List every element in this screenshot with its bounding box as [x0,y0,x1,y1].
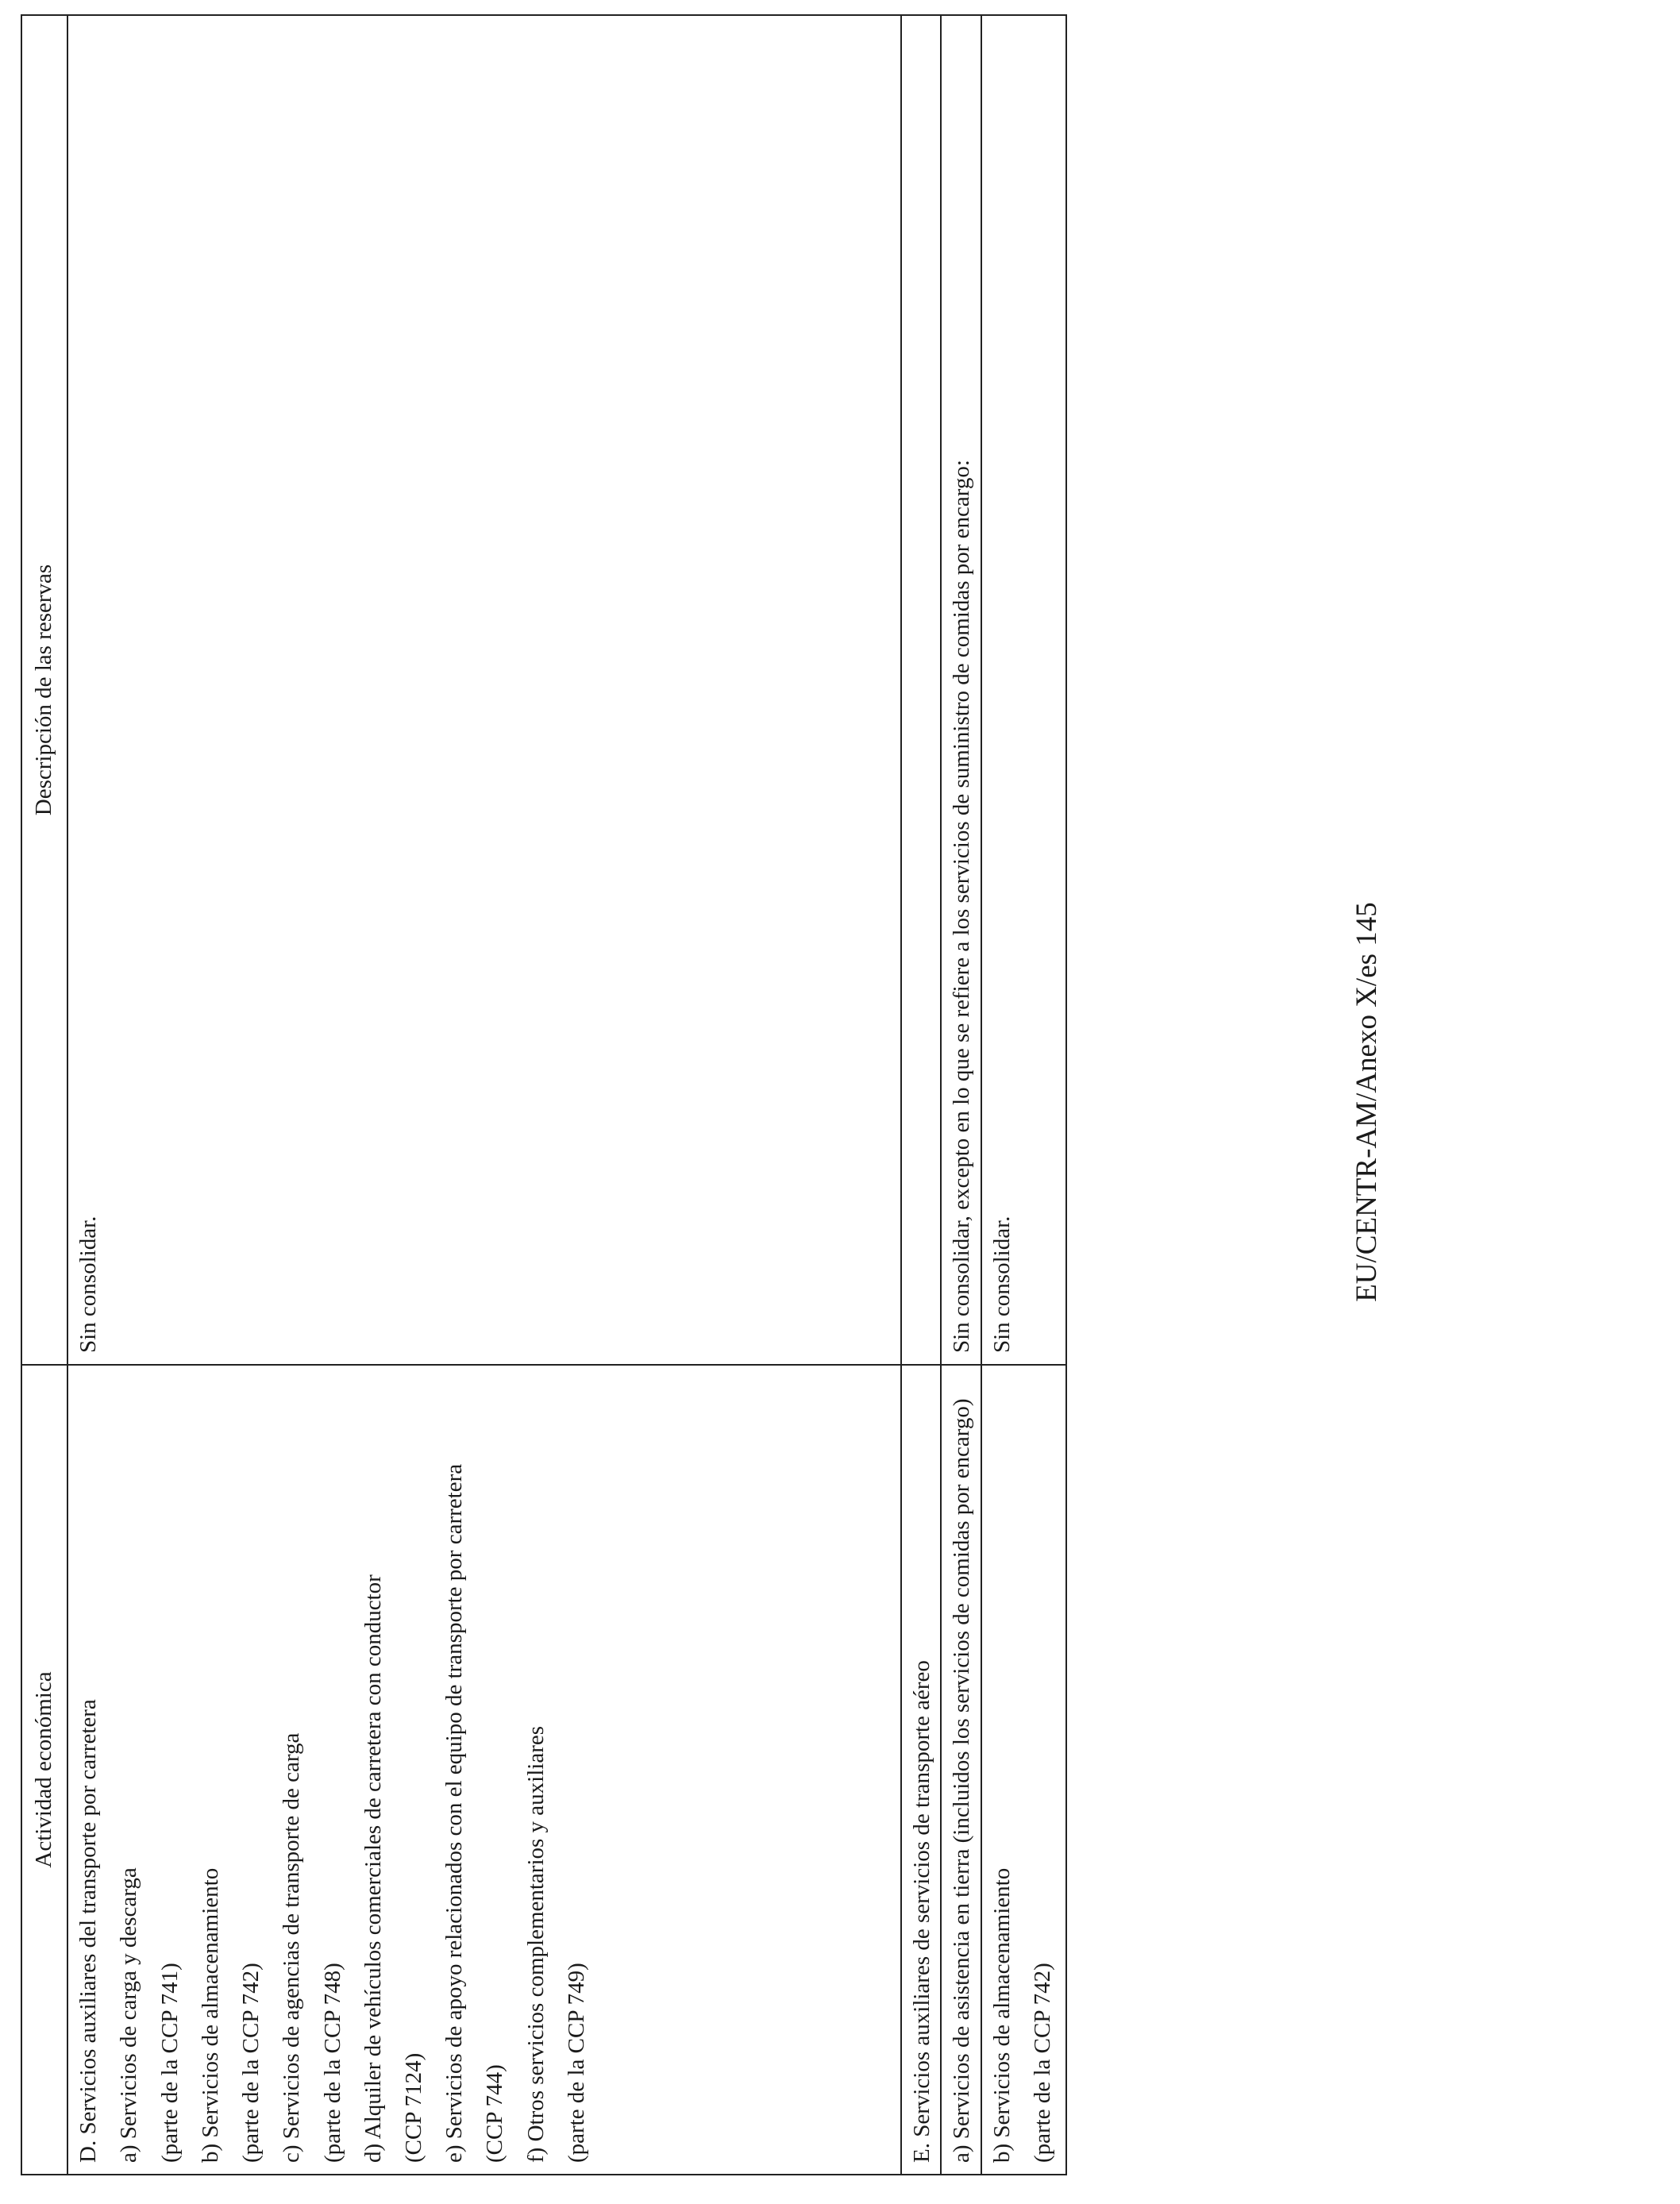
activity-line: a) Servicios de carga y descarga [116,1867,142,2163]
activity-line: (parte de la CCP 741) [156,1963,183,2163]
activity-cell: a) Servicios de asistencia en tierra (incluidos los servicios de comidas por encargo) [941,1365,981,2175]
reservations-table [21,14,1067,2175]
page-footer: EU/CENTR-AM/Anexo X/es 145 [1351,902,1383,1302]
activity-line: (parte de la CCP 748) [319,1963,345,2163]
activity-line: c) Servicios de agencias de transporte de carga [279,1732,305,2163]
table-row [981,15,1066,2175]
activity-line: (parte de la CCP 742) [238,1963,264,2163]
table-header-row [21,15,67,2175]
description-cell: Sin consolidar, excepto en lo que se refiere a los servicios de suministro de comidas por encargo: [941,15,981,1365]
activity-line: b) Servicios de almacenamiento [197,1867,223,2163]
table-row [67,15,901,2175]
activity-line: (parte de la CCP 742) [1029,1963,1055,2163]
activity-cell [67,1365,901,2175]
table-row [901,15,941,2175]
activity-line: (parte de la CCP 749) [563,1963,589,2163]
description-cell [901,15,941,1365]
description-cell: Sin consolidar. [67,15,901,1365]
table-row [941,15,981,2175]
activity-line: e) Servicios de apoyo relacionados con el equipo de transporte por carretera [441,1463,468,2163]
activity-cell: E. Servicios auxiliares de servicios de transporte aéreo [901,1365,941,2175]
description-cell: Sin consolidar. [981,15,1066,1365]
activity-line: b) Servicios de almacenamiento [988,1867,1015,2163]
activity-line: (CCP 7124) [400,2052,426,2163]
activity-cell [981,1365,1066,2175]
activity-line: (CCP 744) [482,2064,508,2163]
activity-line: d) Alquiler de vehículos comerciales de carretera con conductor [360,1574,386,2163]
header-activity: Actividad económica [21,1365,67,2175]
header-description: Descripción de las reservas [21,15,67,1365]
activity-line: D. Servicios auxiliares del transporte por carretera [75,1699,102,2163]
activity-line: f) Otros servicios complementarios y auxiliares [522,1725,549,2163]
